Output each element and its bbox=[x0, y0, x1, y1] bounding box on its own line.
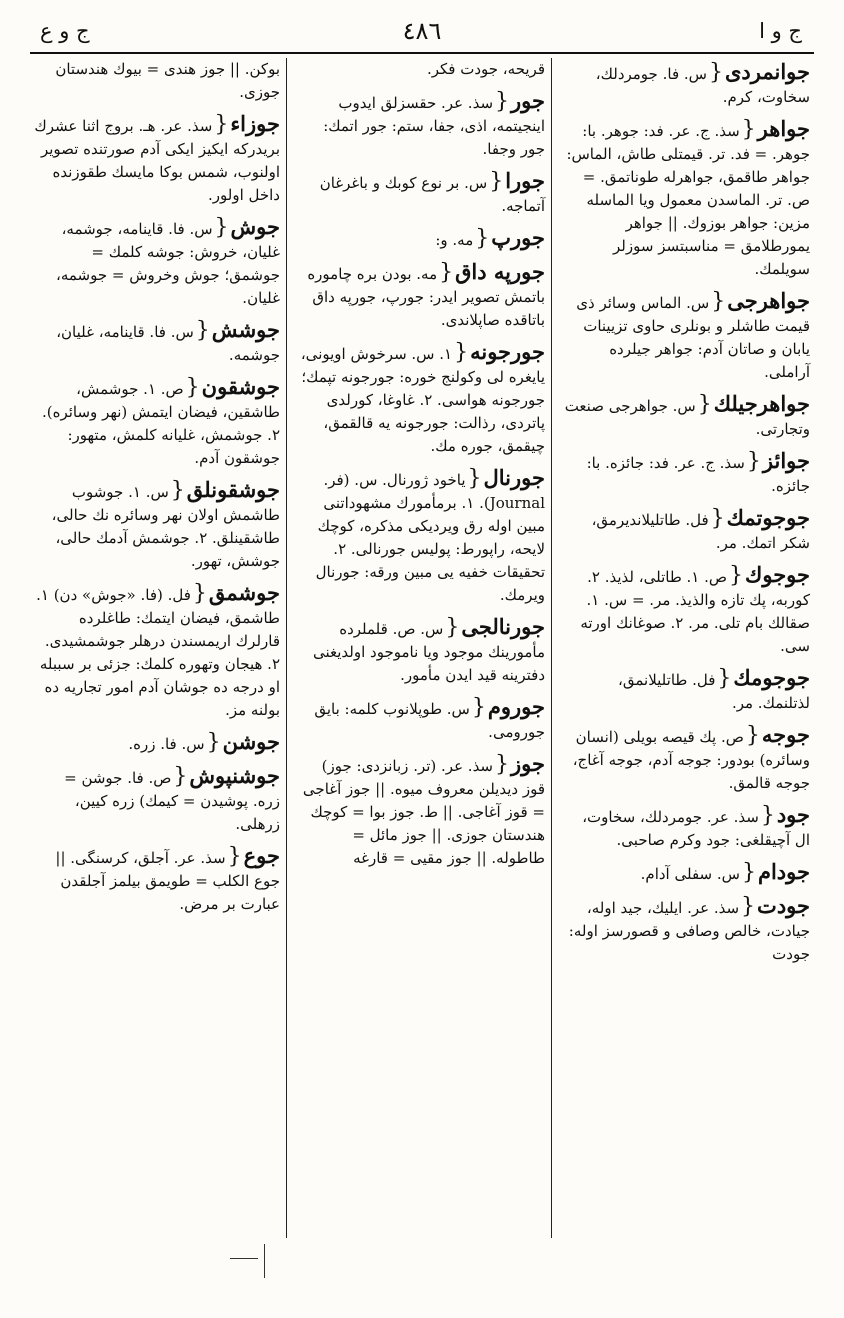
entry-definition: سذ. عر. ايليك، جيد اوله، جيادت، خالص وصافى و قصورسز اوله: جودت bbox=[568, 899, 810, 963]
entry-headword: جوجوتمك bbox=[726, 505, 810, 530]
dictionary-entry bbox=[34, 58, 280, 104]
dictionary-entry bbox=[299, 167, 545, 218]
entry-brace: { bbox=[173, 764, 188, 789]
entry-brace: { bbox=[729, 563, 744, 588]
entry-definition: ص. پك قيصه بويلى (انسان وسائره) بودور: جوجه آدم، جوجه آغاج، جوجه قالمق. bbox=[572, 728, 810, 792]
entry-brace: { bbox=[710, 506, 725, 531]
columns-area bbox=[30, 58, 814, 1238]
page-footer-mark bbox=[230, 1240, 290, 1280]
dictionary-entry bbox=[299, 58, 545, 81]
entry-headword: جوزاء bbox=[230, 111, 280, 136]
entry-brace: { bbox=[489, 169, 504, 194]
page-number: ٤٨٦ bbox=[402, 17, 442, 45]
entry-brace: { bbox=[495, 89, 510, 114]
entry-definition: مه. بودن بره چاموره باتمش تصوير ايدر: جورپ، جورپه داق باتاقده صاپلاندى. bbox=[307, 265, 545, 329]
header-right-letters: ج و ا bbox=[759, 19, 802, 43]
entry-definition: قريحه، جودت فكر. bbox=[426, 60, 545, 78]
dictionary-entry bbox=[564, 58, 810, 109]
dictionary-entry bbox=[34, 316, 280, 367]
entry-brace: { bbox=[745, 723, 760, 748]
dictionary-entry bbox=[34, 213, 280, 310]
entry-headword: جوشنپوش bbox=[189, 763, 280, 788]
entry-definition: ص. فا. جوشن = زره. پوشيدن = كيمك) زره كيين، زرهلى. bbox=[64, 769, 280, 833]
entry-headword: جوشش bbox=[211, 317, 280, 342]
entry-brace: { bbox=[746, 449, 761, 474]
entry-definition: سذ. ج. عر. فد: جائزه. با: جائزه. bbox=[586, 454, 810, 495]
dictionary-entry bbox=[34, 476, 280, 573]
entry-headword: جودام bbox=[757, 859, 810, 884]
entry-definition: ص. ١. طاتلى، لذيذ. ٢. كوربه، پك تازه والذيذ. مر. = س. ١. صقالك بام تلى. مر. ٢. صوغانك اورته سى. bbox=[580, 568, 810, 655]
entry-brace: { bbox=[475, 226, 490, 251]
entry-definition: سذ. عر. حقسزلق ايدوب اينجيتمه، اذى، جفا، ستم: جور اتمك: جور وجفا. bbox=[323, 94, 545, 158]
entry-brace: { bbox=[454, 340, 469, 365]
dictionary-entry bbox=[564, 721, 810, 795]
dictionary-entry bbox=[299, 693, 545, 744]
entry-brace: { bbox=[495, 752, 510, 777]
entry-headword: جوز bbox=[511, 751, 545, 776]
entry-definition: فل. (فا. «جوش» دن) ١. طاشمق، فيضان ايتمك: طاغلرده قارلرك اريمسندن درهلر جوشمشيدى. ٢. هيجان وتهوره كلمك: جزئى بر سببله او درجه ده جوشان آدم امور تجاريه ده بولنه مز. bbox=[36, 586, 280, 719]
entry-headword: جواهرجى bbox=[727, 288, 810, 313]
header-left-letters: ج و ع bbox=[40, 19, 90, 43]
entry-headword: جوجه bbox=[761, 722, 810, 747]
dictionary-entry bbox=[34, 728, 280, 756]
entry-definition: س. ١. جوشوب طاشمش اولان نهر وسائره نك حالى، طاشقينلق. ٢. جوشمش آدمك حالى، جوشش، تهور. bbox=[51, 483, 280, 570]
column-right bbox=[560, 58, 814, 1238]
dictionary-entry bbox=[299, 750, 545, 870]
entry-definition: سذ. عر. هـ. بروج اثنا عشرك بريدركه ايكيز ايكى آدم صورتنده تصوير اولنوب، شمس بوكا مايسك طقوزنده داخل اولور. bbox=[34, 117, 280, 204]
entry-definition: س. فا. قاينامه، جوشمه، غليان، خروش: جوشه كلمك = جوشمق؛ جوش وخروش = جوشمه، غليان. bbox=[55, 220, 280, 307]
dictionary-entry bbox=[299, 338, 545, 458]
entry-brace: { bbox=[708, 60, 723, 85]
entry-brace: { bbox=[227, 844, 242, 869]
dictionary-entry bbox=[34, 762, 280, 836]
entry-brace: { bbox=[711, 289, 726, 314]
entry-definition: سذ. عر. (تر. زبانزدى: جوز) قوز ديديلن معروف ميوه. || جوز آغاجى = قوز آغاجى. || ط. جوز بوا = كوچك هندستان جوزى. || جوز مائل = طاطوله. || جوز مقيى = قارغه bbox=[302, 757, 545, 867]
entry-brace: { bbox=[741, 117, 756, 142]
entry-definition: ص. ١. جوشمش، طاشقين، فيضان ايتمش (نهر وسائره). ٢. جوشمش، غليانه كلمش، متهور: جوشقون آدم. bbox=[41, 380, 280, 467]
dictionary-entry bbox=[564, 115, 810, 281]
entry-brace: { bbox=[439, 260, 454, 285]
entry-headword: جور bbox=[511, 88, 545, 113]
entry-definition: س. ص. قلملرده مأمورينك موجود ويا ناموجود اولديغنى دفترينه قيد ايدن مأمور. bbox=[312, 620, 545, 684]
entry-brace: { bbox=[195, 318, 210, 343]
entry-definition: مه. و: bbox=[435, 231, 474, 249]
entry-brace: { bbox=[192, 581, 207, 606]
dictionary-entry bbox=[564, 801, 810, 852]
entry-brace: { bbox=[185, 375, 200, 400]
entry-headword: جواهر bbox=[757, 116, 810, 141]
entry-definition: س. الماس وسائر ذى قيمت طاشلر و بونلرى حاوى تزيينات يابان و صاتان آدم: جواهر جيلرده آراملى. bbox=[576, 294, 810, 381]
entry-brace: { bbox=[741, 860, 756, 885]
page-header bbox=[30, 14, 814, 48]
entry-brace: { bbox=[741, 894, 756, 919]
entry-brace: { bbox=[467, 466, 482, 491]
entry-definition: س. بر نوع كوبك و باغرغان آتماجه. bbox=[319, 174, 545, 215]
dictionary-entry bbox=[564, 664, 810, 715]
entry-headword: جوش bbox=[230, 214, 280, 239]
entry-headword: جورپ bbox=[491, 225, 545, 250]
dictionary-entry bbox=[299, 224, 545, 252]
dictionary-entry bbox=[34, 842, 280, 916]
dictionary-entry bbox=[564, 390, 810, 441]
entry-headword: جورنالجى bbox=[461, 614, 545, 639]
entry-definition: فل. طاتليلانديرمق، شكر اتمك. مر. bbox=[591, 511, 810, 552]
entry-headword: جوشقونلق bbox=[186, 477, 280, 502]
entry-headword: جوائز bbox=[762, 448, 810, 473]
entry-headword: جوشن bbox=[222, 729, 280, 754]
header-rule bbox=[30, 52, 814, 54]
entry-brace: { bbox=[214, 112, 229, 137]
entry-brace: { bbox=[717, 666, 732, 691]
entry-headword: جورا bbox=[505, 168, 545, 193]
dictionary-entry bbox=[34, 373, 280, 470]
entry-definition: س. فا. قاينامه، غليان، جوشمه. bbox=[56, 323, 280, 364]
dictionary-entry bbox=[299, 258, 545, 332]
entry-definition: س. طوپلانوب كلمه: بايق جورومى. bbox=[314, 700, 545, 741]
entry-definition: فل. طاتليلانمق، لذتلنمك. مر. bbox=[618, 671, 810, 712]
entry-brace: { bbox=[697, 392, 712, 417]
dictionary-entry bbox=[564, 504, 810, 555]
dictionary-entry bbox=[564, 892, 810, 966]
entry-brace: { bbox=[471, 695, 486, 720]
entry-definition: سذ. عر. جومردلك، سخاوت، ال آچيقلغى: جود وكرم صاحبى. bbox=[582, 808, 810, 849]
entry-headword: جودت bbox=[757, 893, 810, 918]
dictionary-entry bbox=[34, 579, 280, 722]
entry-definition: س. فا. جومردلك، سخاوت، كرم. bbox=[595, 65, 810, 106]
entry-headword: جوجومك bbox=[733, 665, 810, 690]
entry-headword: جورنال bbox=[483, 465, 545, 490]
dictionary-entry bbox=[564, 287, 810, 384]
entry-headword: جوروم bbox=[487, 694, 545, 719]
dictionary-entry bbox=[299, 464, 545, 607]
entry-brace: { bbox=[206, 730, 221, 755]
dictionary-entry bbox=[564, 858, 810, 886]
entry-headword: جواهرجيلك bbox=[713, 391, 810, 416]
entry-headword: جوشقون bbox=[201, 374, 280, 399]
dictionary-entry bbox=[564, 447, 810, 498]
entry-brace: { bbox=[760, 803, 775, 828]
entry-definition: بوكن. || جوز هندى = بيوك هندستان جوزى. bbox=[55, 60, 280, 101]
entry-headword: جوجوك bbox=[745, 562, 810, 587]
entry-headword: جوع bbox=[243, 843, 280, 868]
entry-definition: س. جواهرجى صنعت وتجارتى. bbox=[564, 397, 810, 438]
entry-headword: جود bbox=[776, 802, 810, 827]
entry-definition: س. سفلى آدام. bbox=[640, 865, 740, 883]
dictionary-entry bbox=[34, 110, 280, 207]
entry-definition: ياخود ژورنال. س. (فر. Journal). ١. برمأمورك مشهوداتنى مبين اوله رق ويرديكى مذكره، كوچك لايحه، راپورط: پوليس جورنالى. ٢. تحقيقات خفيه يى مبين ورقه: جورنال ويرمك. bbox=[315, 471, 545, 604]
entry-headword: جوشمق bbox=[208, 580, 280, 605]
entry-definition: سذ. ج. عر. فد: جوهر. با: جوهر. = فد. تر. قيمتلى طاش، الماس: جواهر طاقمق، جواهرله طوناتمق. = ص. تر. الماسدن معمول ويا الماسله مزين: جواهر بوزوك. || جواهر يمورطلامق = مناسبتسز سوزلر سويلمك. bbox=[566, 122, 810, 278]
dictionary-entry bbox=[299, 87, 545, 161]
entry-brace: { bbox=[170, 478, 185, 503]
entry-brace: { bbox=[214, 215, 229, 240]
entry-definition: ١. س. سرخوش اويونى، يايغره لى وكولنج خوره: جورجونه تپمك؛ جورجونه هواسى. ٢. غاوغا، كورلدى پاتردى، رذالت: جورجونه يه قالقمق، چيقمق، جوره مك. bbox=[300, 345, 545, 455]
entry-brace: { bbox=[445, 615, 460, 640]
entry-headword: جورجونه bbox=[470, 339, 545, 364]
entry-definition: سذ. عر. آجلق، كرسنگى. || جوع الكلب = طويمق بيلمز آجلقدن عبارت بر مرض. bbox=[55, 849, 280, 913]
column-middle bbox=[295, 58, 549, 1238]
entry-headword: جورپه داق bbox=[455, 259, 545, 284]
dictionary-entry bbox=[564, 561, 810, 658]
column-left bbox=[30, 58, 284, 1238]
entry-definition: س. فا. زره. bbox=[128, 735, 205, 753]
dictionary-entry bbox=[299, 613, 545, 687]
entry-headword: جوانمردى bbox=[724, 59, 810, 84]
